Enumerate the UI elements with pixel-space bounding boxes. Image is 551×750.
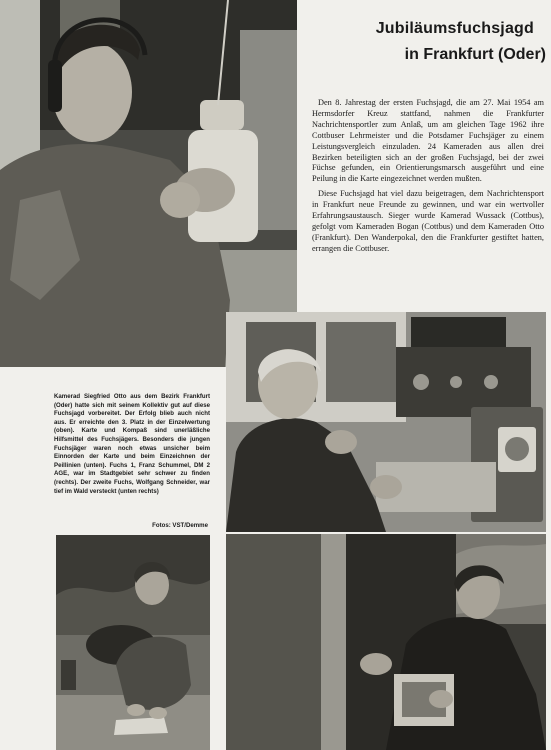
photo-fox-transmitter-station bbox=[226, 312, 546, 532]
photo-second-fox-in-forest bbox=[226, 534, 546, 750]
article-headline bbox=[302, 20, 546, 64]
article-paragraph-2: Diese Fuchsjagd hat viel dazu beigetragen, dem Nachrichtensport in Frankfurt neue Freunde zu gewinnen, und war ein wertvoller Erfahrungsaustausch. Sieger wurde Kamerad Wussack (Cottbus), gefolgt vom Kameraden Bogan (Cottbus) und dem Kameraden Otto (Frankfurt). Den Wanderpokal, den die Frankfurter gestiftet hatten, errangen die Cottbuser. bbox=[312, 189, 544, 253]
photo-map-and-compass bbox=[56, 535, 210, 750]
article-body bbox=[312, 98, 544, 259]
photo-caption: Kamerad Siegfried Otto aus dem Bezirk Frankfurt (Oder) hatte sich mit seinem Kollektiv gut auf diese Fuchsjagd vorbereitet. Der Erfolg blieb auch nicht aus. Er erreichte den 3. Platz in der Einzelwertung (oben). Karte und Kompaß sind unerläßliche Hilfsmittel des Fuchsjägers. Besonders die jungen Fuchsjäger waren noch etwas unsicher beim Einnorden der Karte und beim Einzeichnen der Peillinien (unten). Fuchs 1, Franz Schummel, DM 2 AGE, war im Stadtgebiet sehr schwer zu finden (rechts). Der zweite Fuchs, Wolfgang Schneider, war tief im Wald versteckt (unten rechts) bbox=[54, 393, 210, 495]
headline-line-1: Jubiläumsfuchsjagd bbox=[375, 20, 534, 37]
photo-credit: Fotos: VST/Demme bbox=[152, 522, 208, 529]
headline-line-2: in Frankfurt (Oder) bbox=[404, 46, 546, 63]
article-paragraph-1: Den 8. Jahrestag der ersten Fuchsjagd, die am 27. Mai 1954 am Hermsdorfer Kreuz stattfand, nahmen die Frankfurter Nachrichtensportler zum Anlaß, um am gleichen Tage 1962 ihre Cottbuser Lehrmeister und die Potsdamer Fuchsjäger zu einem Leistungsvergleich einzuladen. 24 Kameraden aus allen drei Bezirken beteiligten sich an der großen Fuchsjagd, bei der zwei Füchse gefunden, ein Orientierungsmarsch ausgeführt und eine Peilung in die Karte eingezeichnet werden mußten. bbox=[312, 98, 544, 184]
